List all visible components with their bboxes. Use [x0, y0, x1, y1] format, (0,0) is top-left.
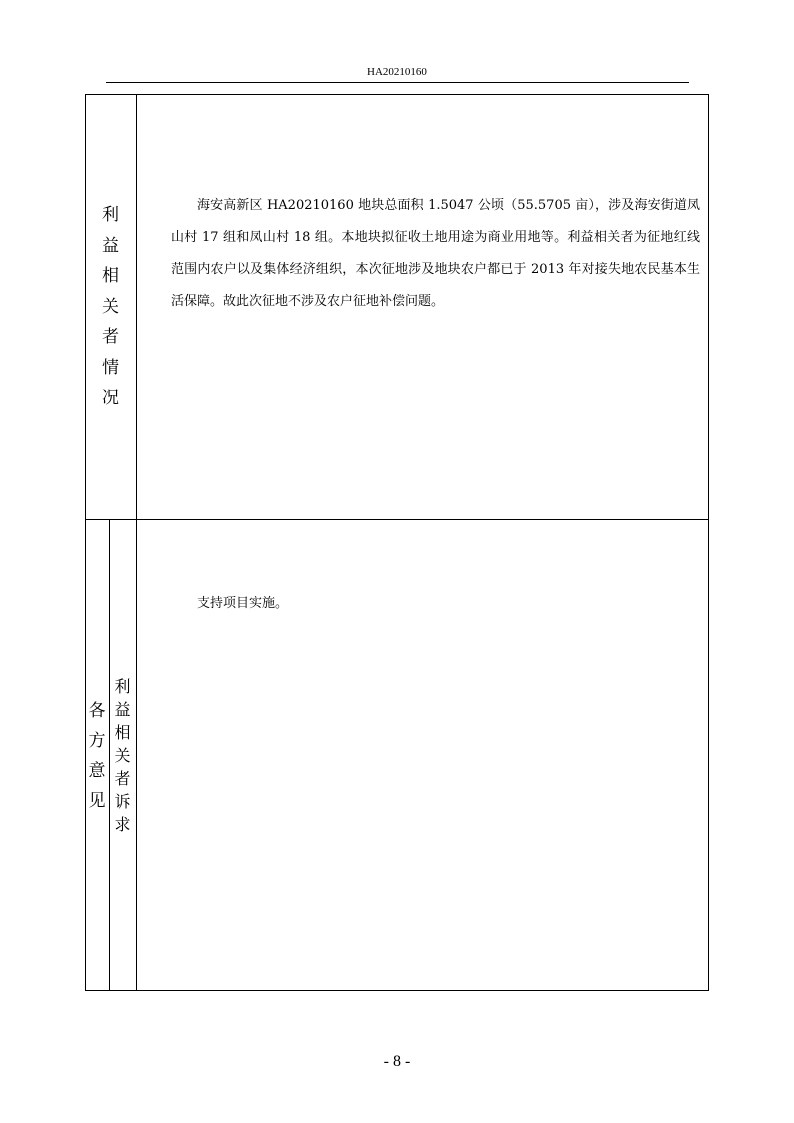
label-char: 关 — [102, 296, 119, 317]
label-char: 者 — [114, 769, 131, 788]
row-divider — [85, 519, 709, 520]
label-column-divider — [136, 94, 137, 991]
table-border-top — [85, 94, 709, 95]
page-number: - 8 - — [383, 1053, 411, 1070]
label-char: 关 — [114, 746, 131, 765]
stakeholder-section-label — [85, 94, 136, 520]
opinion-section-label — [85, 520, 109, 991]
stakeholder-description: 海安高新区 HA20210160 地块总面积 1.5047 公顷（55.5705 亩），涉及海安街道凤山村 17 组和凤山村 18 组。本地块拟征收土地用途为商业用地等。利益相关者为征地红线范围内农户以及集体经济组织，本次征地涉及地块农户都已于 2013 年对接失地农民基本生活保障。故此次征地不涉及农户征地补偿问题。 — [171, 198, 700, 309]
header-rule — [106, 82, 689, 83]
table-border-bottom — [85, 990, 709, 991]
document-code: HA20210160 — [367, 66, 427, 78]
label-char: 相 — [102, 266, 119, 287]
label-char: 方 — [88, 730, 106, 751]
stakeholder-appeal-label — [109, 520, 136, 991]
label-char: 利 — [114, 677, 131, 696]
label-char: 诉 — [114, 792, 131, 811]
label-char: 各 — [88, 700, 106, 721]
label-char: 利 — [102, 205, 119, 226]
label-char: 益 — [114, 700, 131, 719]
label-char: 求 — [114, 815, 131, 834]
stakeholder-appeal-text: 支持项目实施。 — [197, 596, 289, 611]
label-char: 者 — [102, 327, 119, 348]
table-border-right — [708, 94, 709, 991]
label-char: 相 — [114, 723, 131, 742]
label-char: 见 — [88, 790, 106, 811]
form-table — [85, 94, 709, 991]
label-char: 况 — [102, 388, 119, 409]
label-char: 意 — [88, 760, 106, 781]
label-char: 益 — [102, 235, 119, 256]
label-char: 情 — [102, 357, 119, 378]
